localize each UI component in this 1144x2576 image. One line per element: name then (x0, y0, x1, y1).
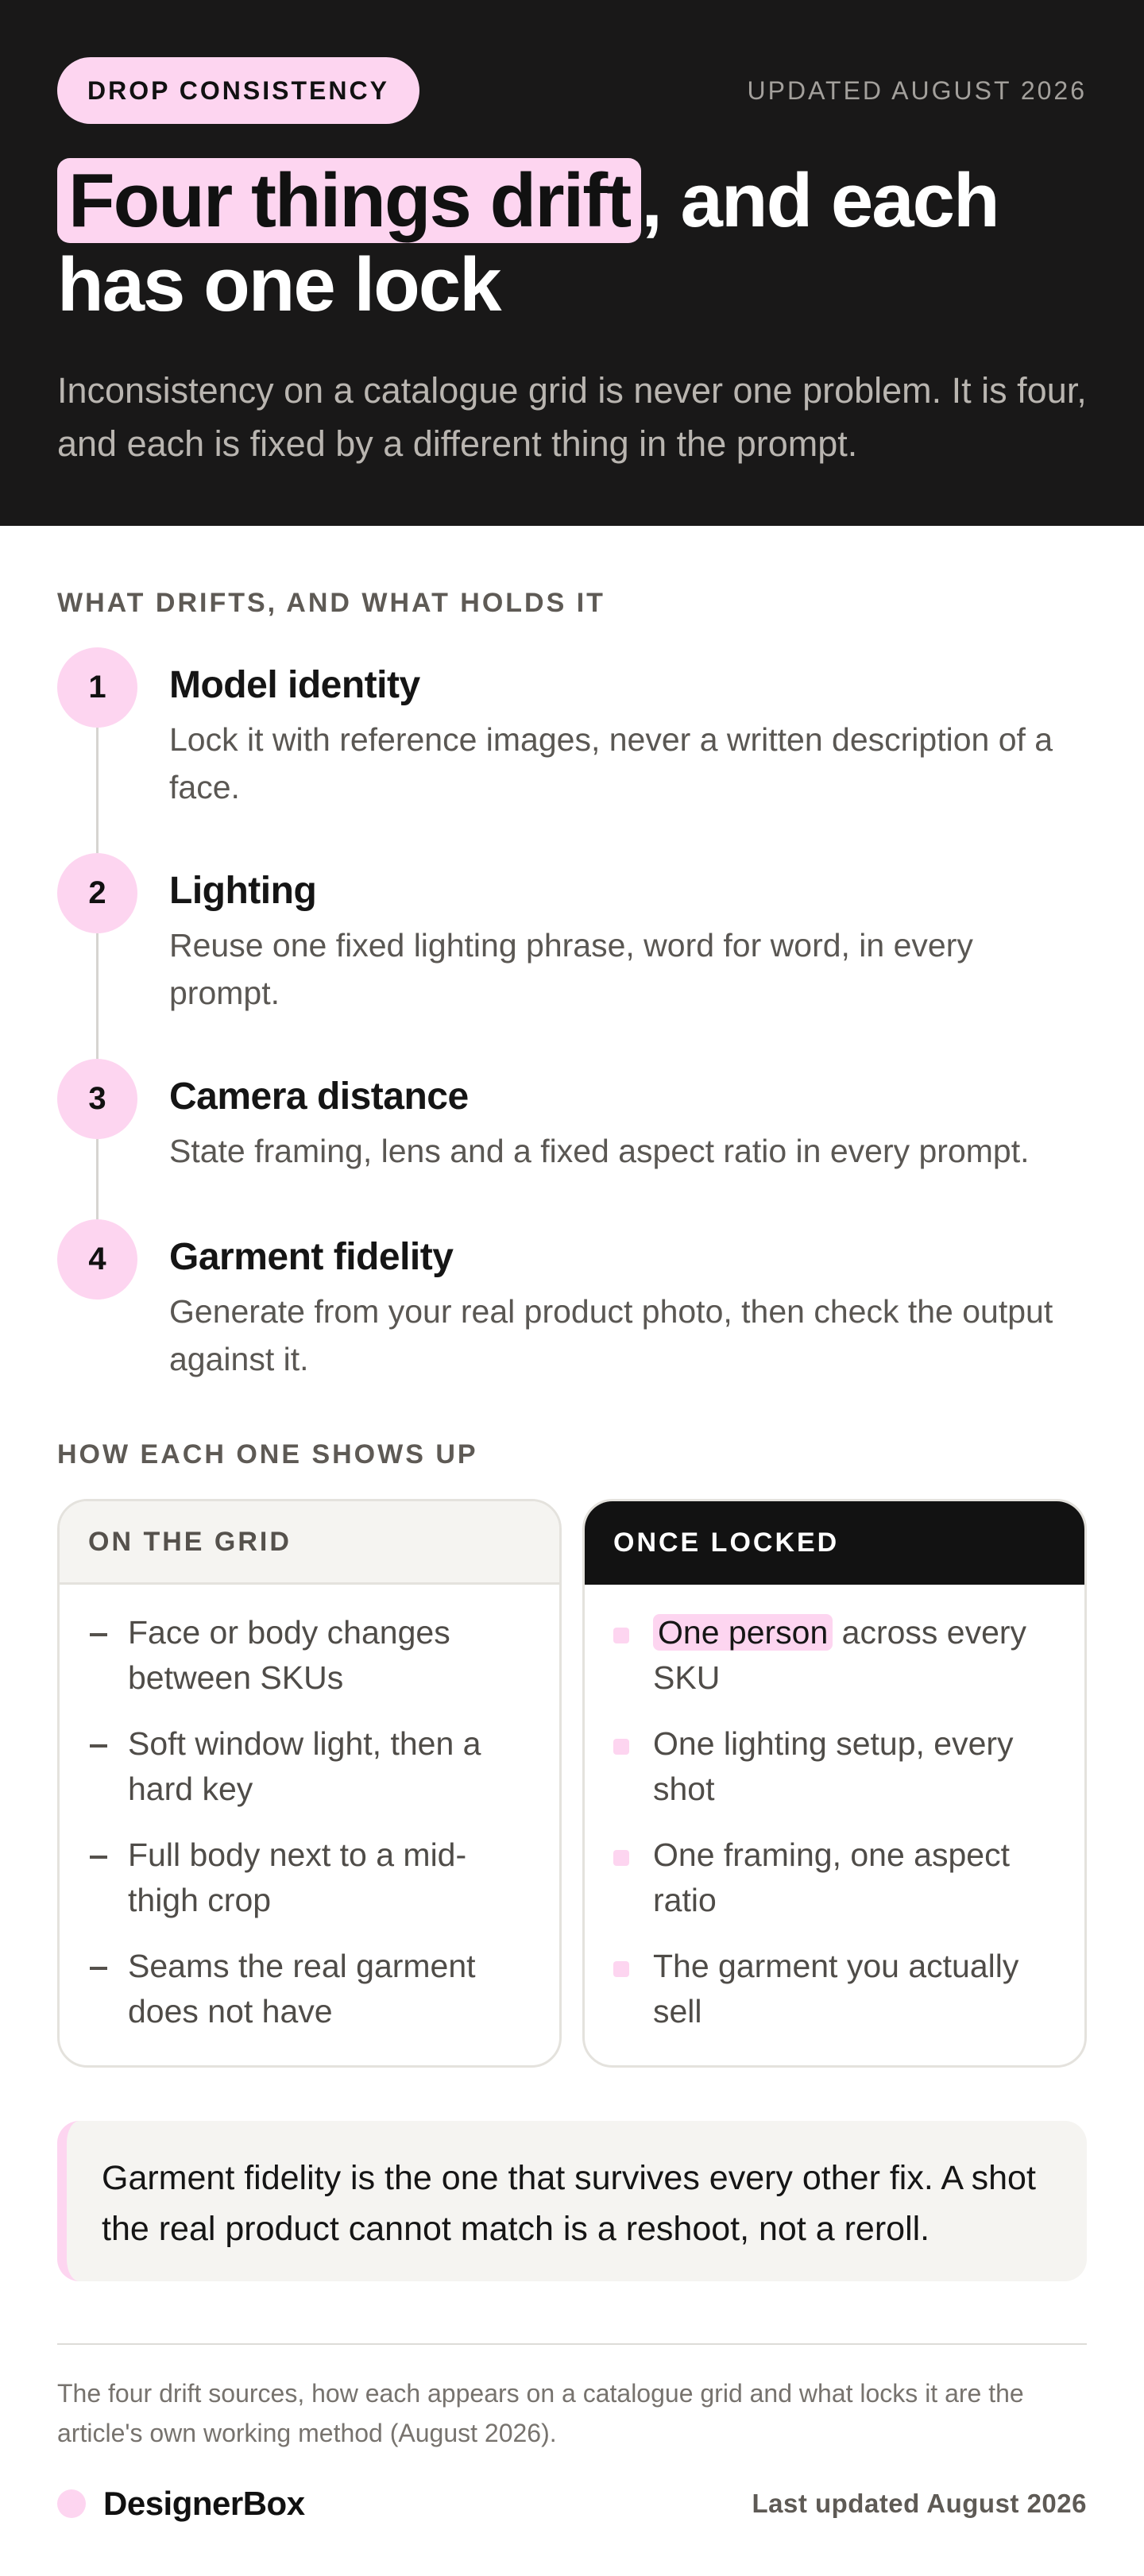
list-item (613, 1610, 1057, 1701)
drifts-section-label: WHAT DRIFTS, AND WHAT HOLDS IT (57, 588, 605, 618)
bullet-icon (613, 1944, 653, 2034)
bullet-icon (613, 1610, 653, 1701)
item-text (653, 1610, 1057, 1701)
item-text: Full body next to a mid-thigh crop (128, 1836, 467, 1918)
source-note: The four drift sources, how each appears on a catalogue grid and what locks it are the article's own working method (August 2026). (57, 2379, 1024, 2447)
item-text: One framing, one aspect ratio (653, 1836, 1010, 1918)
list-item (88, 1721, 532, 1812)
step-model-identity (57, 647, 1087, 811)
comparison-cards (57, 1499, 1087, 2068)
list-item (88, 1944, 532, 2034)
list-item (613, 1833, 1057, 1923)
step-description: Reuse one fixed lighting phrase, word for word, in every prompt. (169, 927, 973, 1011)
step-number: 2 (57, 853, 137, 933)
last-updated: Last updated August 2026 (752, 2489, 1087, 2518)
title-highlight: Four things drift (57, 158, 641, 243)
step-title: Camera distance (169, 1076, 469, 1118)
on-the-grid-card (57, 1499, 562, 2068)
brand-logo[interactable] (57, 2485, 305, 2523)
step-number: 1 (57, 647, 137, 728)
footer-divider (57, 2343, 1087, 2345)
bullet-icon (613, 1833, 653, 1923)
step-description: Lock it with reference images, never a written description of a face. (169, 721, 1053, 805)
step-lighting (57, 853, 1087, 1017)
item-text: Seams the real garment does not have (128, 1948, 476, 2030)
dash-icon (88, 1721, 128, 1812)
step-number: 4 (57, 1219, 137, 1300)
hero-header (0, 0, 1144, 526)
step-camera-distance (57, 1059, 1087, 1175)
step-number: 3 (57, 1059, 137, 1139)
card-body (60, 1585, 559, 2034)
brand-dot-icon (57, 2489, 86, 2518)
list-item (88, 1833, 532, 1923)
item-text: Soft window light, then a hard key (128, 1725, 481, 1807)
step-description: Generate from your real product photo, then check the output against it. (169, 1293, 1053, 1377)
title-rest: , and each has one lock (57, 158, 999, 327)
compare-section-label: HOW EACH ONE SHOWS UP (57, 1439, 478, 1470)
step-title: Lighting (169, 870, 317, 912)
page-subtitle: Inconsistency on a catalogue grid is never one problem. It is four, and each is fixed by a different thing in the prompt. (57, 370, 1087, 464)
item-highlight: One person (653, 1614, 833, 1651)
brand-name: DesignerBox (103, 2485, 305, 2522)
step-title: Model identity (169, 664, 420, 706)
updated-date: UPDATED AUGUST 2026 (747, 75, 1087, 105)
step-title: Garment fidelity (169, 1236, 454, 1278)
bullet-icon (613, 1721, 653, 1812)
once-locked-card (582, 1499, 1087, 2068)
page-title (57, 159, 1087, 327)
item-rest: across every SKU (653, 1614, 1027, 1696)
card-title: ONCE LOCKED (585, 1501, 1084, 1585)
item-text: One lighting setup, every shot (653, 1725, 1014, 1807)
item-text: Face or body changes between SKUs (128, 1614, 450, 1696)
list-item (88, 1610, 532, 1701)
list-item (613, 1944, 1057, 2034)
hero-top-row (57, 57, 1087, 124)
item-text: The garment you actually sell (653, 1948, 1019, 2030)
step-garment-fidelity (57, 1219, 1087, 1383)
footer-brand-row (57, 2481, 1087, 2526)
dash-icon (88, 1944, 128, 2034)
list-item (613, 1721, 1057, 1812)
topic-badge: DROP CONSISTENCY (57, 57, 419, 124)
callout-quote: Garment fidelity is the one that survives every other fix. A shot the real product cannot match is a reshoot, not a reroll. (57, 2121, 1087, 2281)
step-description: State framing, lens and a fixed aspect ratio in every prompt. (169, 1133, 1030, 1169)
card-title: ON THE GRID (60, 1501, 559, 1585)
card-body (585, 1585, 1084, 2034)
dash-icon (88, 1833, 128, 1923)
dash-icon (88, 1610, 128, 1701)
